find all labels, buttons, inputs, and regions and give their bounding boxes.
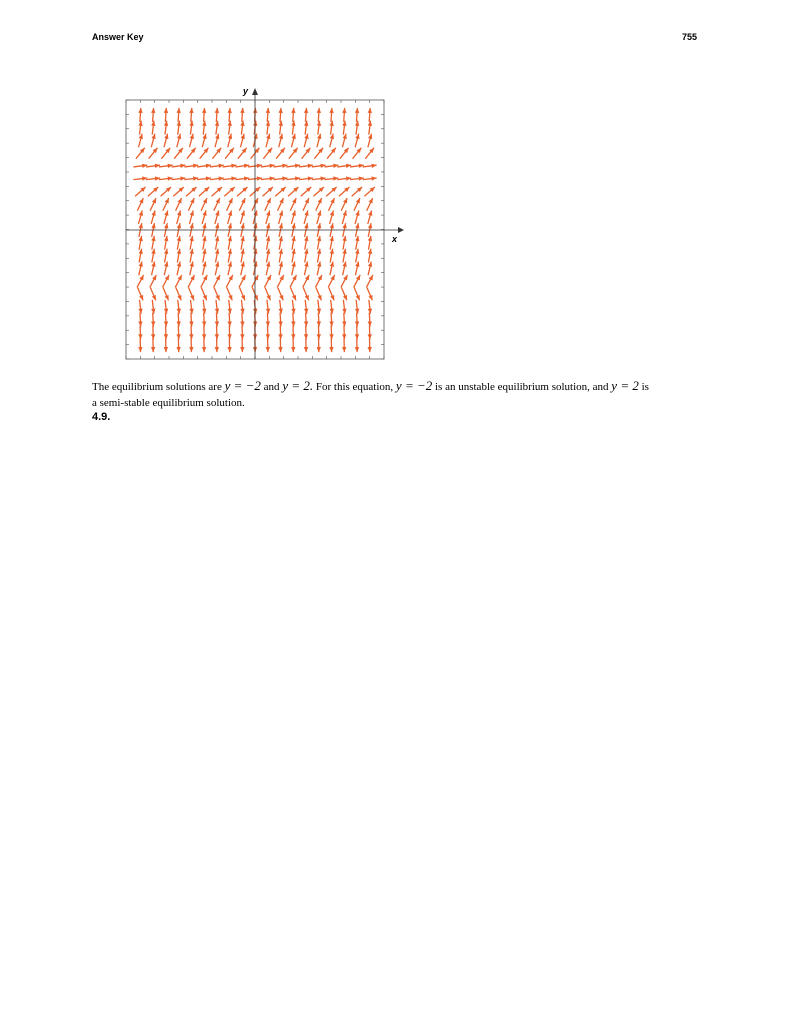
slope-arrowhead xyxy=(266,347,270,352)
y-axis-arrowhead xyxy=(252,88,258,95)
equation-y-neg2-b: y = −2 xyxy=(395,378,433,393)
is-text: is xyxy=(641,381,649,393)
running-header: Answer Key xyxy=(92,32,144,42)
slope-arrowhead xyxy=(278,347,282,352)
slope-arrowhead xyxy=(266,108,270,113)
slope-arrowhead xyxy=(291,347,295,352)
slope-arrowhead xyxy=(227,347,231,352)
slope-arrowhead xyxy=(291,108,295,113)
and-text: and xyxy=(263,381,280,393)
slope-arrowhead xyxy=(355,108,359,113)
equation-y-2: y = 2. xyxy=(282,378,314,393)
intro-text: The equilibrium solutions are xyxy=(92,381,222,393)
slope-arrowhead xyxy=(138,108,142,113)
page-number: 755 xyxy=(682,32,698,42)
for-this-text: For this equation, xyxy=(315,381,394,393)
slope-arrowhead xyxy=(368,347,372,352)
slope-arrowhead xyxy=(176,347,180,352)
slope-arrowhead xyxy=(304,347,308,352)
unstable-text: is an unstable equilibrium solution, and xyxy=(435,381,609,393)
slope-arrowhead xyxy=(342,347,346,352)
answer-paragraph xyxy=(92,378,704,411)
direction-field-plot xyxy=(110,80,410,365)
slope-arrowhead xyxy=(151,347,155,352)
slope-arrowhead xyxy=(355,347,359,352)
slope-arrowhead xyxy=(202,347,206,352)
slope-arrowhead xyxy=(240,347,244,352)
slope-arrowhead xyxy=(317,108,321,113)
slope-arrowhead xyxy=(189,108,193,113)
slope-arrowhead xyxy=(329,108,333,113)
equation-y-neg2: y = −2 xyxy=(224,378,261,393)
x-axis-arrowhead xyxy=(398,227,404,233)
slope-arrowhead xyxy=(227,108,231,113)
slope-arrowhead xyxy=(176,108,180,113)
x-axis-label: x xyxy=(392,234,398,244)
slope-arrowhead xyxy=(329,347,333,352)
slope-arrowhead xyxy=(164,108,168,113)
slope-arrowhead xyxy=(278,108,282,113)
y-axis-label: y xyxy=(243,86,249,96)
slope-arrowhead xyxy=(151,108,155,113)
slope-arrowhead xyxy=(215,347,219,352)
slope-arrowhead xyxy=(202,108,206,113)
slope-arrowhead xyxy=(317,347,321,352)
semi-stable-text: a semi-stable equilibrium solution. xyxy=(92,397,245,409)
exercise-label: 4.9. xyxy=(92,411,111,423)
slope-arrowhead xyxy=(138,347,142,352)
slope-arrowhead xyxy=(342,108,346,113)
slope-arrowhead xyxy=(240,108,244,113)
slope-arrowhead xyxy=(189,347,193,352)
equation-y-2-b: y = 2 xyxy=(611,378,639,393)
slope-arrowhead xyxy=(164,347,168,352)
slope-arrowhead xyxy=(304,108,308,113)
slope-arrowhead xyxy=(368,108,372,113)
slope-arrowhead xyxy=(215,108,219,113)
